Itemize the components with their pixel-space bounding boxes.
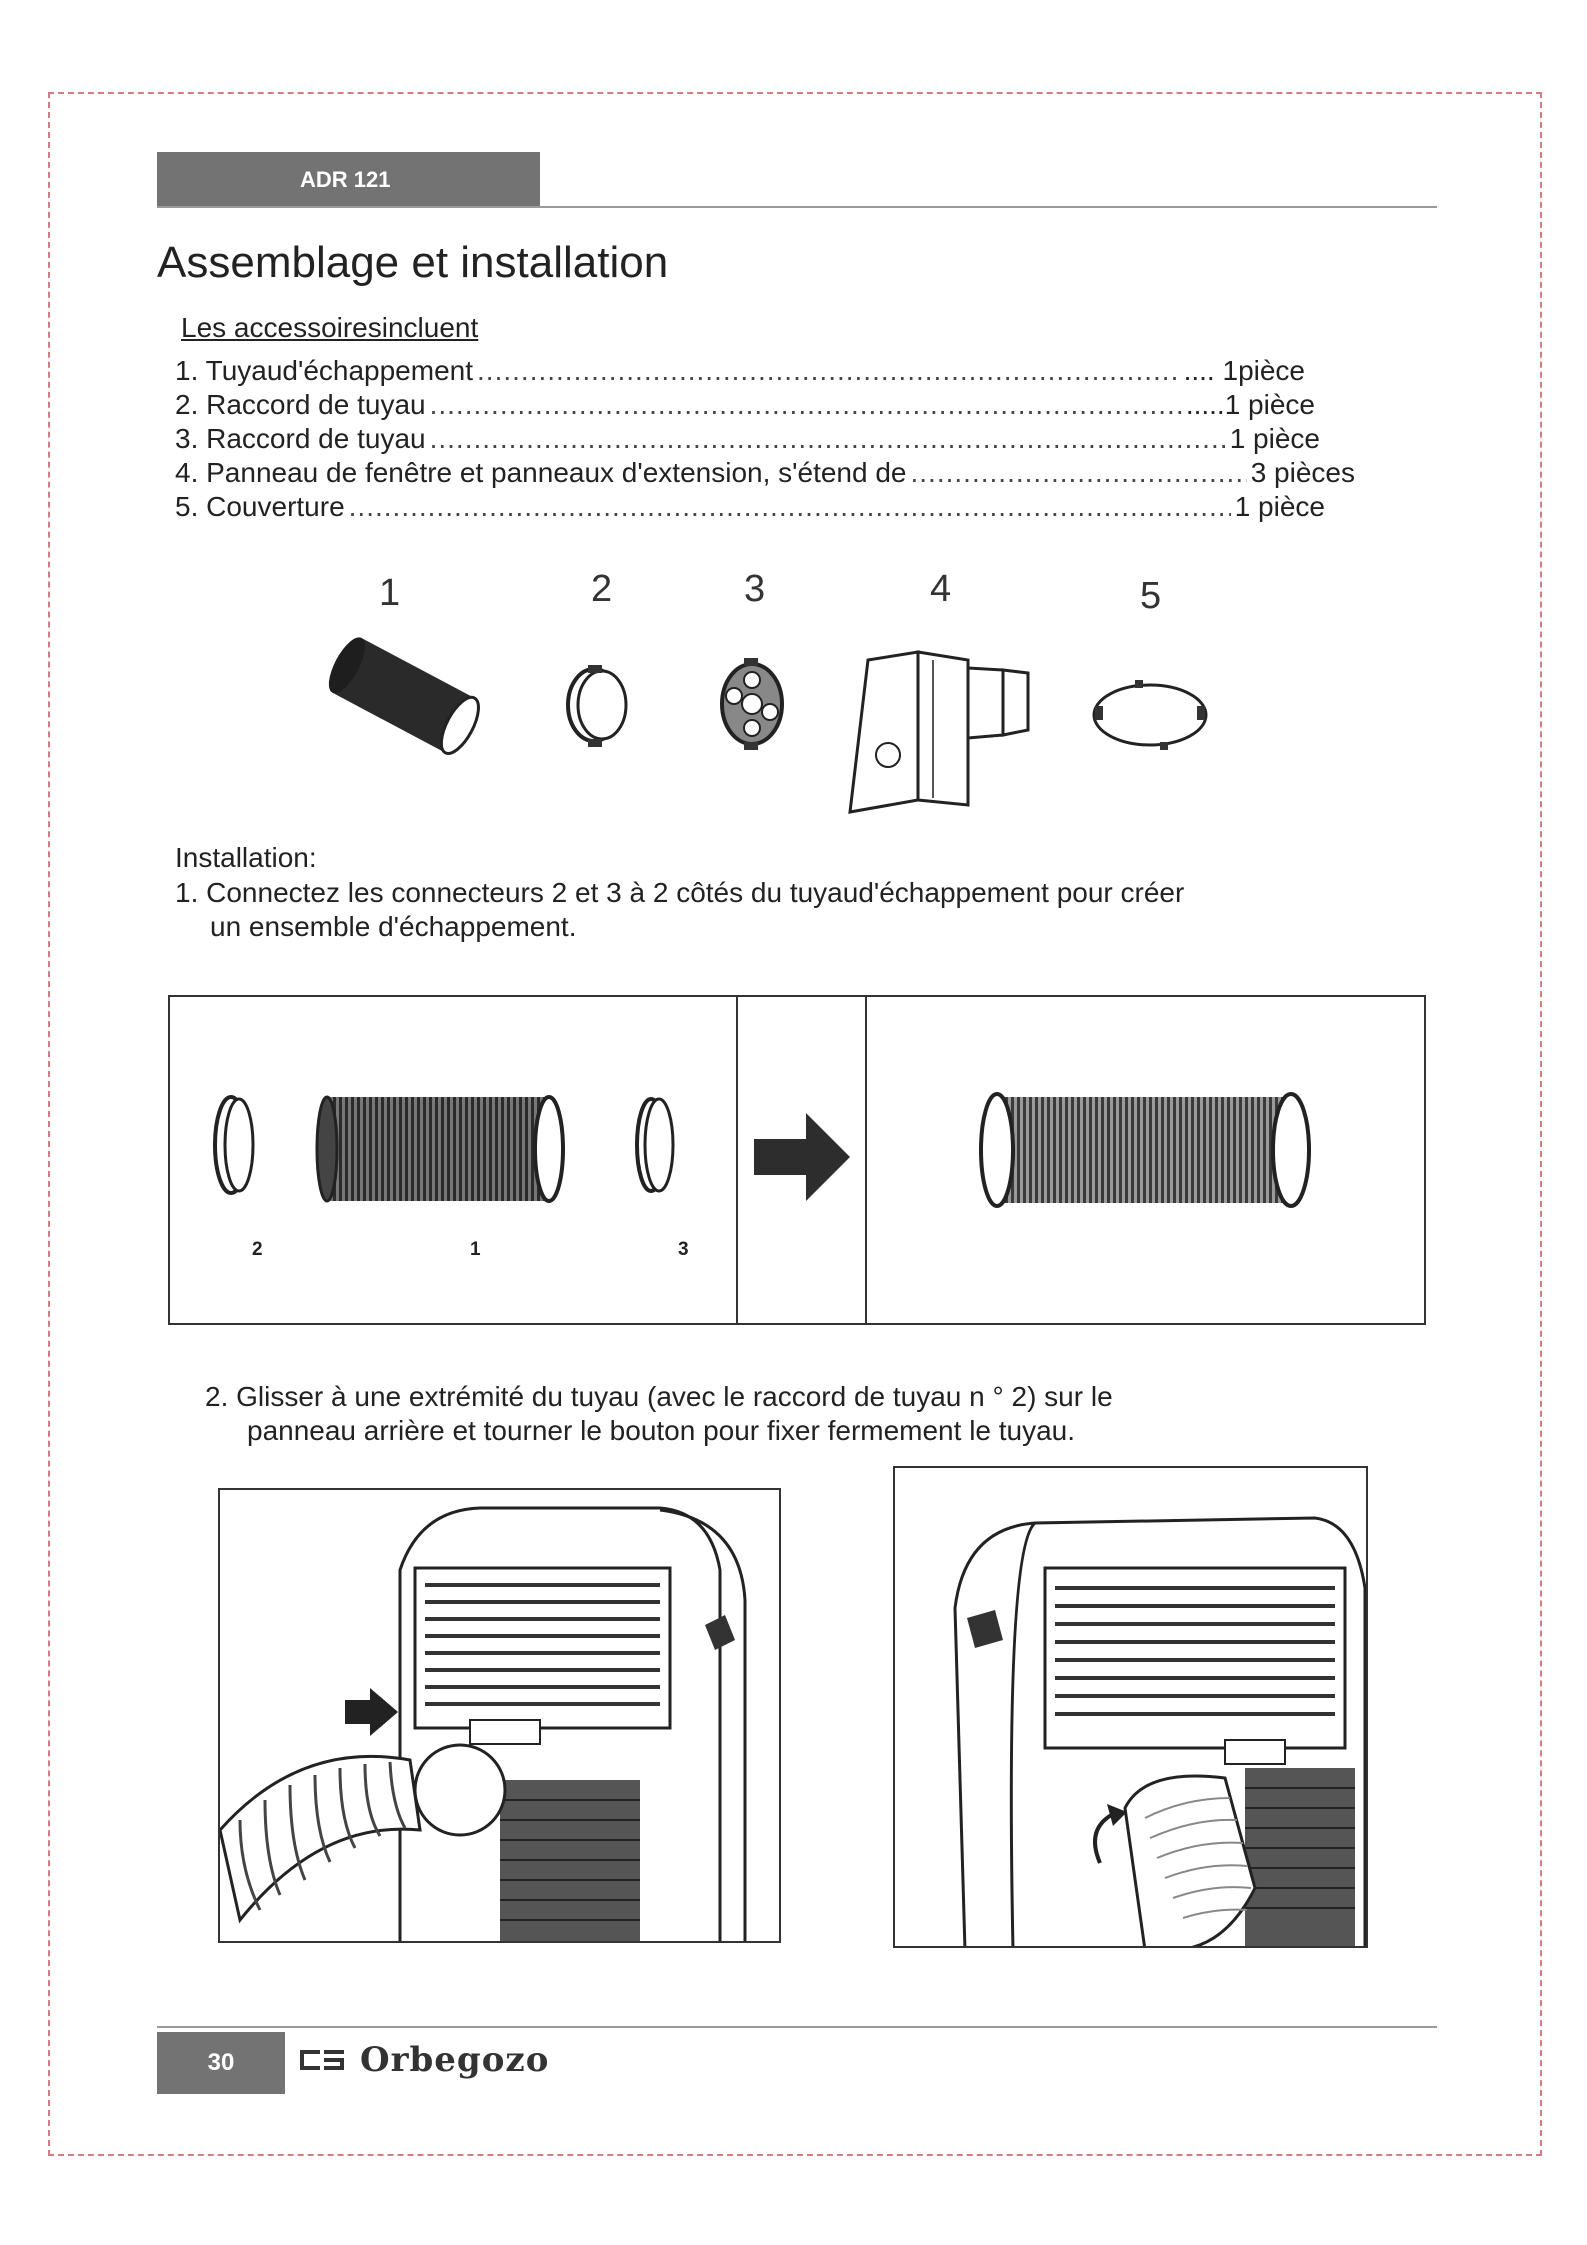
- page-title: Assemblage et installation: [157, 238, 669, 287]
- accessory-item: [175, 388, 1315, 422]
- hose-connector-3-illustration: [700, 650, 800, 760]
- arrow-right-icon: [750, 1109, 854, 1205]
- brand-mark-icon: [298, 2046, 346, 2074]
- accessory-label: 5. Couverture: [175, 491, 345, 522]
- figure-label-3: 3: [678, 1239, 689, 1260]
- figure-divider: [865, 997, 867, 1323]
- brand-logo: [298, 2040, 549, 2080]
- accessory-qty: 1 pièce: [1229, 423, 1320, 454]
- leader-dots: [349, 490, 1231, 524]
- leader-dots: [911, 456, 1247, 490]
- step2-line1: 2. Glisser à une extrémité du tuyau (avec le raccord de tuyau n ° 2) sur le: [205, 1381, 1113, 1412]
- exhaust-hose-illustration: [320, 630, 500, 770]
- part-number-2: 2: [591, 568, 613, 610]
- accessory-item: [175, 422, 1320, 456]
- model-tab: [157, 152, 540, 207]
- accessory-qty: 3 pièces: [1250, 457, 1355, 488]
- accessory-label: 2. Raccord de tuyau: [175, 389, 426, 420]
- step1-line2: un ensemble d'échappement.: [210, 911, 577, 942]
- step1-line1: 1. Connectez les connecteurs 2 et 3 à 2 côtés du tuyaud'échappement pour créer: [175, 877, 1185, 908]
- unit-back-drawing: [220, 1490, 781, 1943]
- footer-rule: [157, 2026, 1437, 2028]
- step2-line2: panneau arrière et tourner le bouton pour fixer fermement le tuyau.: [247, 1415, 1076, 1446]
- accessories-list: [175, 354, 1355, 524]
- unit-back-rotate-drawing: [895, 1468, 1368, 1948]
- leader-dots: [430, 388, 1182, 422]
- hose-connector-2-illustration: [548, 655, 648, 755]
- accessory-qty: .... 1pièce: [1183, 355, 1305, 386]
- cover-illustration: [1085, 670, 1215, 760]
- connector-2-drawing: [205, 1087, 265, 1207]
- part-number-3: 3: [744, 568, 766, 610]
- figure-divider: [736, 997, 738, 1323]
- part-number-4: 4: [930, 568, 952, 610]
- accessory-label: 1. Tuyaud'échappement: [175, 355, 474, 386]
- figure-label-1: 1: [470, 1239, 481, 1260]
- installation-heading: Installation:: [175, 842, 317, 873]
- accessory-label: 4. Panneau de fenêtre et panneaux d'extension, s'étend de: [175, 457, 907, 488]
- leader-dots: [477, 354, 1180, 388]
- exhaust-hose-drawing: [315, 1089, 575, 1209]
- part-number-5: 5: [1140, 575, 1162, 617]
- accessories-heading: Les accessoiresincluent: [181, 312, 479, 343]
- accessory-item: [175, 490, 1325, 524]
- connector-3-drawing: [625, 1087, 685, 1207]
- assembly-figure: [168, 995, 1426, 1325]
- model-label: ADR 121: [300, 166, 391, 192]
- accessory-qty: 1 pièce: [1234, 491, 1325, 522]
- accessory-label: 3. Raccord de tuyau: [175, 423, 426, 454]
- unit-back-hose-attach-figure: [218, 1488, 781, 1943]
- unit-back-rotate-figure: [893, 1466, 1368, 1948]
- leader-dots: [430, 422, 1226, 456]
- window-panel-illustration: [838, 640, 1038, 820]
- assembled-hose-drawing: [975, 1085, 1315, 1215]
- figure-label-2: 2: [252, 1239, 263, 1260]
- page-number: [157, 2032, 285, 2094]
- accessory-item: [175, 456, 1355, 490]
- accessory-qty: .....1 pièce: [1185, 389, 1315, 420]
- part-number-1: 1: [379, 572, 401, 614]
- push-arrow-icon: [345, 1688, 398, 1736]
- header-rule: [157, 206, 1437, 208]
- brand-name: Orbegozo: [360, 2040, 550, 2080]
- accessory-item: [175, 354, 1305, 388]
- page-number-text: 30: [207, 2049, 235, 2076]
